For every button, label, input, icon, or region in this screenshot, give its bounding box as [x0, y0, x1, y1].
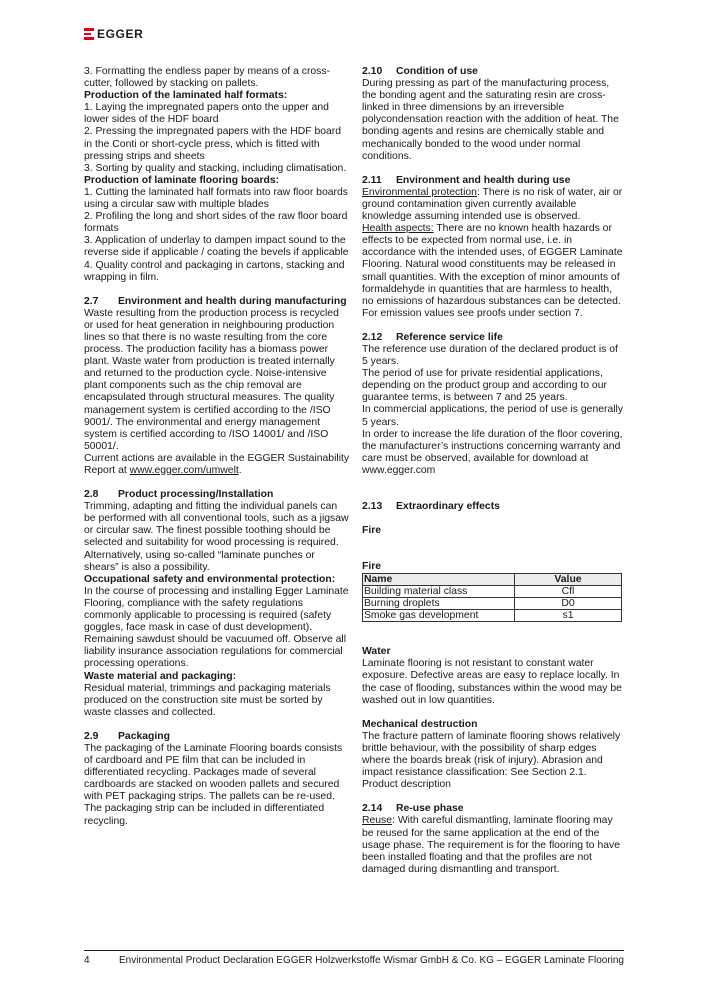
paragraph — [362, 815, 624, 875]
section-number: 2.8 — [84, 489, 99, 501]
subheading-water: Water — [362, 646, 391, 658]
paragraph: Residual material, trimmings and packaging materials produced on the construction site must be sorted by waste classes and collected. — [84, 682, 331, 718]
reuse-label: Reuse — [362, 815, 393, 827]
table-cell-name: Smoke gas development — [363, 610, 515, 622]
section-title: Environment and health during use — [396, 174, 571, 186]
footer-text: Environmental Product Declaration EGGER Holzwerkstoffe Wismar GmbH & Co. KG – EGGER Laminate Flooring — [119, 955, 624, 966]
right-column — [362, 66, 624, 876]
section-heading-2-12 — [362, 332, 624, 344]
subheading-flooring-boards: Production of laminate flooring boards: — [84, 174, 280, 186]
table-cell-value: Cfl — [515, 586, 622, 598]
subheading-mechanical: Mechanical destruction — [362, 718, 478, 730]
section-title: Packaging — [118, 730, 170, 742]
section-heading-2-9 — [84, 731, 350, 743]
paragraph: 3. Formatting the endless paper by means of a cross-cutter, followed by stacking on pallets. — [84, 66, 331, 90]
subheading-half-formats: Production of the laminated half formats: — [84, 90, 288, 102]
health-aspects-label: Health aspects: — [362, 223, 434, 235]
column-header-value: Value — [515, 574, 622, 586]
paragraph: The reference use duration of the declared product is of 5 years. — [362, 343, 618, 368]
paragraph — [362, 223, 624, 320]
paragraph: Waste resulting from the production process is recycled or used for heat generation in neighbouring production lines so that there is no waste resulting from the core process. The production facility has a biomass power plant. Waste water from production is treated internally and returned to the production cycle. Noise-intensive plant components such as the chip removal are encapsulated through structural measures. The quality management system is certified according to the /ISO 9001/. The environmental and energy management system is certified according to /ISO 14001/ and /ISO 50001/. — [84, 307, 339, 452]
section-title: Reference service life — [396, 331, 503, 343]
list-item: 2. Profiling the long and short sides of the raw floor board formats — [84, 211, 348, 235]
section-heading-2-7 — [84, 296, 350, 308]
section-number: 2.12 — [362, 331, 383, 343]
env-protection-text: : There is no risk of water, air or ground contamination given currently available knowledge assuming intended use is observed. — [362, 186, 623, 223]
table-row — [363, 586, 622, 598]
list-item: 3. Sorting by quality and stacking, including climatisation. — [84, 162, 347, 174]
reuse-text: : With careful dismantling, laminate flooring may be reused for the same application at the end of the usage phase. The requirement is for the flooring to have been installed floating and that the profiles are not damaged during dismantling and transport. — [362, 815, 621, 875]
paragraph: Laminate flooring is not resistant to constant water exposure. Defective areas are easy to replace locally. In the case of flooding, substances within the wood may be washed out in low quantities. — [362, 658, 622, 706]
egger-logo-text: EGGER — [97, 27, 144, 41]
subheading-fire: Fire — [362, 525, 382, 537]
paragraph: During pressing as part of the manufacturing process, the bonding agent and the saturating resin are cross-linked in three dimensions by an irreversible polycondensation reaction with the addition of heat. The bonding agents and resins are chemically stable and mechanically bonded to the wood under normal conditions. — [362, 78, 619, 162]
paragraph: In order to increase the life duration of the floor covering, the manufacturer’s instructions concerning warranty and care must be observed, available for download at www.egger.com — [362, 428, 623, 476]
table-cell-name: Burning droplets — [363, 598, 515, 610]
paragraph: Trimming, adapting and fitting the individual panels can be performed with all conventional tools, such as a jigsaw or circular saw. The finest possible toothing should be selected and suitability for wood processing is required. Alternatively, using so-called “laminate punches or shears” is also a possibility. — [84, 501, 349, 573]
section-title: Re-use phase — [396, 803, 464, 815]
paragraph: In the course of processing and installing Egger Laminate Flooring, compliance with the safety regulations commonly applicable to processing is required (safety goggles, face mask in case of dust development). Remaining sawdust should be vacuumed off. Observe all liability insurance association regulations for commercial processing operations. — [84, 585, 349, 670]
section-number: 2.13 — [362, 501, 383, 512]
table-cell-value: D0 — [515, 598, 622, 610]
table-row — [363, 610, 622, 622]
list-item: 1. Cutting the laminated half formats into raw floor boards using a circular saw with multiple blades — [84, 186, 348, 211]
paragraph: The period of use for private residential applications, depending on the product group and according to our guarantee terms, is between 7 and 25 years. — [362, 368, 607, 404]
table-cell-name: Building material class — [363, 586, 515, 598]
paragraph — [362, 187, 624, 223]
section-heading-2-8 — [84, 489, 350, 501]
table-header-row — [363, 574, 622, 586]
section-number: 2.11 — [362, 174, 382, 186]
section-number: 2.7 — [84, 295, 99, 307]
left-column — [84, 66, 350, 828]
section-number: 2.10 — [362, 66, 383, 77]
list-item: 1. Laying the impregnated papers onto the upper and lower sides of the HDF board — [84, 102, 329, 126]
footer-divider — [84, 950, 624, 951]
subheading-safety: Occupational safety and environmental protection: — [84, 573, 336, 585]
sustainability-link[interactable]: www.egger.com/umwelt — [129, 465, 239, 476]
egger-logo-icon — [84, 28, 94, 40]
list-item: 2. Pressing the impregnated papers with the HDF board in the Conti or short-cycle press, which is fitted with pressing strips and sheets — [84, 126, 342, 162]
sentence-end: . — [238, 465, 242, 476]
section-heading-2-14 — [362, 803, 624, 815]
paragraph: The fracture pattern of laminate flooring shows relatively brittle behaviour, with the possibility of sharp edges where the boards break (risk of injury). Abrasion and impact resistance classification: See Section 2.1. Product description — [362, 730, 621, 791]
health-aspects-text: There are no known health hazards or effects to be expected from normal use, i.e. in accordance with the intended uses, of EGGER Laminate Flooring. Natural wood constituents may be released in small quantities. With the exception of minor amounts of formaldehyde in quantities that are harmless to health, no emissions of hazardous substances can be detected. For emission values see proofs under section 7. — [362, 223, 623, 319]
fire-table-title: Fire — [362, 561, 382, 573]
section-heading-2-11 — [362, 175, 624, 187]
table-cell-value: s1 — [515, 610, 622, 622]
list-item: 3. Application of underlay to dampen impact sound to the reverse side if applicable / coating the bevels if applicable — [84, 235, 349, 259]
section-title: Product processing/Installation — [118, 489, 274, 501]
table-row — [363, 598, 622, 610]
section-number: 2.9 — [84, 730, 99, 742]
egger-logo — [84, 27, 143, 41]
page-footer — [84, 955, 624, 966]
fire-table — [362, 573, 622, 622]
section-title: Extraordinary effects — [396, 501, 500, 512]
list-item: 4. Quality control and packaging in cartons, stacking and wrapping in film. — [84, 259, 345, 283]
subheading-waste: Waste material and packaging: — [84, 670, 237, 682]
paragraph: In commercial applications, the period of use is generally 5 years. — [362, 404, 624, 428]
section-heading-2-13 — [362, 501, 624, 513]
section-number: 2.14 — [362, 803, 383, 815]
page-number: 4 — [84, 955, 90, 966]
paragraph — [84, 453, 350, 477]
env-protection-label: Environmental protection — [362, 186, 477, 198]
column-header-name: Name — [363, 574, 515, 586]
paragraph: The packaging of the Laminate Flooring boards consists of cardboard and PE film that can be included in differentiated recycling. Packages made of several cardboards are stacked on wooden pallets and secured with PET packaging strips. The pallets can be re-used. The packaging strip can be included in differentiated recycling. — [84, 742, 343, 827]
sentence: Current actions are available in the EGGER Sustainability Report at — [84, 452, 350, 476]
section-title: Environment and health during manufacturing — [118, 295, 347, 307]
section-heading-2-10 — [362, 66, 624, 78]
section-title: Condition of use — [396, 66, 478, 77]
